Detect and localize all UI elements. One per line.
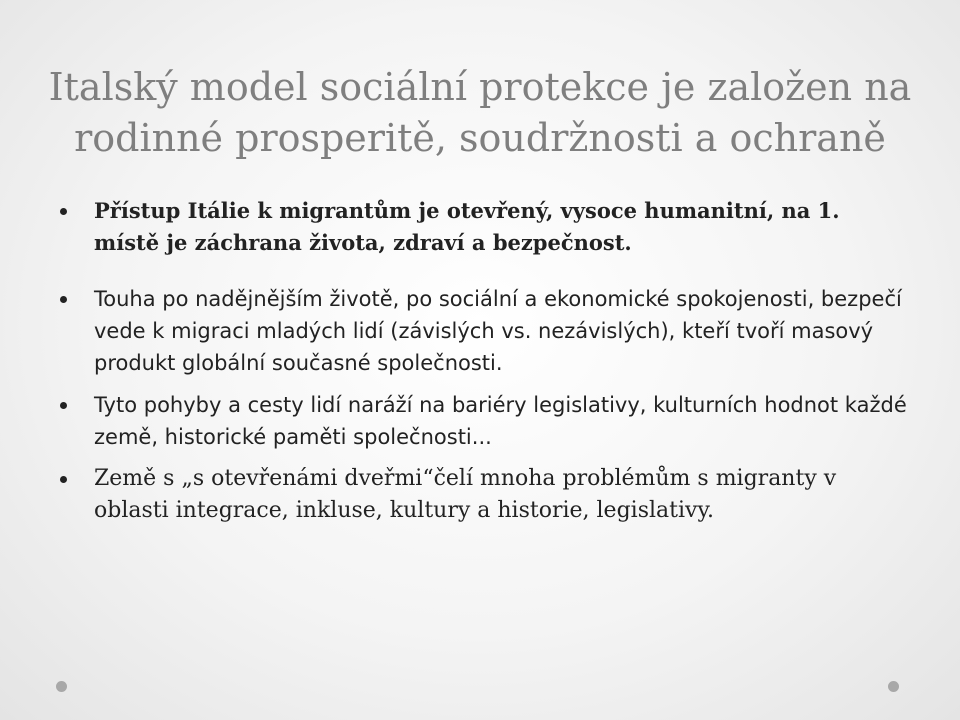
bullet-dot-icon: [60, 402, 67, 409]
bullet-dot-icon: [60, 476, 67, 483]
bullet-text: Touha po nadějnějším životě, po sociální a ekonomické spokojenosti, bezpečí vede k migraci mladých lidí (závislých vs. nezávislých), kteří tvoří masový produkt globální současné společnosti.: [94, 287, 902, 375]
bullet-text: Tyto pohyby a cesty lidí naráží na bariéry legislativy, kulturních hodnot každé země, historické paměti společnosti...: [94, 393, 907, 449]
decorative-dot-icon: [888, 681, 899, 692]
bullet-text: Přístup Itálie k migrantům je otevřený, vysoce humanitní, na 1. místě je záchrana života, zdraví a bezpečnost.: [94, 198, 840, 255]
bullet-item: [60, 283, 910, 379]
bullet-list: [60, 195, 910, 527]
bullet-text: Země s „s otevřenámi dveřmi“čelí mnoha problémům s migranty v oblasti integrace, inkluse, kultury a historie, legislativy.: [94, 466, 837, 523]
decorative-dot-icon: [56, 681, 67, 692]
bullet-dot-icon: [60, 208, 67, 215]
slide-title: Italský model sociální protekce je založen na rodinné prosperitě, soudržnosti a ochraně: [48, 65, 912, 160]
bullet-item: [60, 463, 910, 527]
bullet-item: [60, 195, 910, 259]
bullet-item: [60, 389, 910, 453]
bullet-dot-icon: [60, 296, 67, 303]
